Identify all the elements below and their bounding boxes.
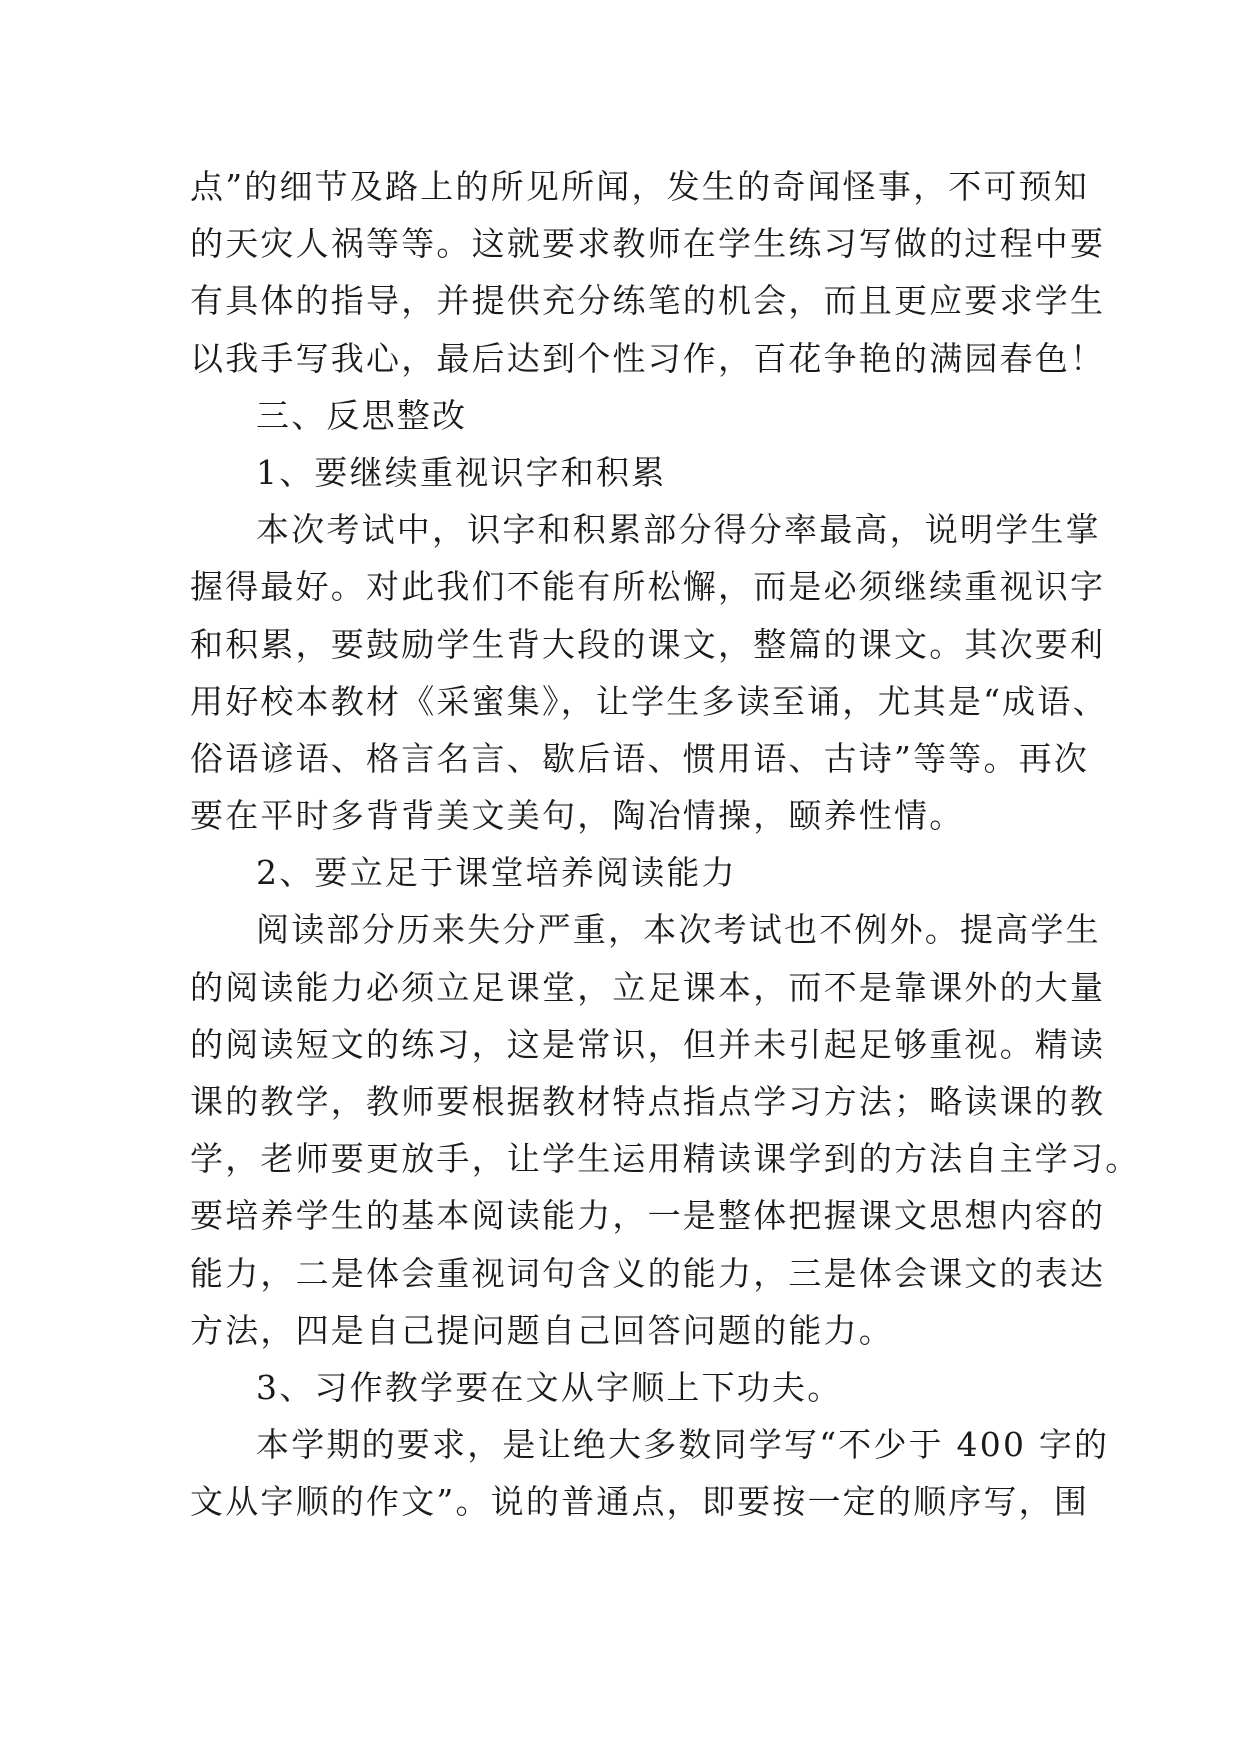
text-line: 本学期的要求，是让绝大多数同学写“不少于 400 字的 bbox=[256, 1425, 1110, 1465]
text-line: 的阅读短文的练习，这是常识，但并未引起足够重视。精读 bbox=[190, 1024, 1106, 1064]
text-line: 的阅读能力必须立足课堂，立足课本，而不是靠课外的大量 bbox=[190, 967, 1106, 1007]
subsection-heading: 2、要立足于课堂培养阅读能力 bbox=[256, 853, 737, 893]
text-line: 文从字顺的作文”。说的普通点，即要按一定的顺序写，围 bbox=[190, 1482, 1090, 1522]
text-line: 俗语谚语、格言名言、歇后语、惯用语、古诗”等等。再次 bbox=[190, 738, 1090, 778]
text-line: 要在平时多背背美文美句，陶冶情操，颐养性情。 bbox=[190, 796, 965, 836]
section-heading: 三、反思整改 bbox=[256, 395, 468, 435]
text-line: 和积累，要鼓励学生背大段的课文，整篇的课文。其次要利 bbox=[190, 624, 1106, 664]
text-line: 握得最好。对此我们不能有所松懈，而是必须继续重视识字 bbox=[190, 567, 1106, 607]
text-line: 本次考试中，识字和积累部分得分率最高，说明学生掌 bbox=[256, 510, 1101, 550]
text-line: 有具体的指导，并提供充分练笔的机会，而且更应要求学生 bbox=[190, 281, 1106, 321]
text-line: 阅读部分历来失分严重，本次考试也不例外。提高学生 bbox=[256, 910, 1101, 950]
text-line: 要培养学生的基本阅读能力，一是整体把握课文思想内容的 bbox=[190, 1196, 1106, 1236]
text-line: 点”的细节及路上的所见所闻，发生的奇闻怪事，不可预知 bbox=[190, 167, 1090, 206]
subsection-heading: 3、习作教学要在文从字顺上下功夫。 bbox=[256, 1367, 843, 1407]
text-line: 方法，四是自己提问题自己回答问题的能力。 bbox=[190, 1310, 894, 1350]
text-line: 课的教学，教师要根据教材特点指点学习方法；略读课的教 bbox=[190, 1082, 1106, 1121]
text-line: 学，老师要更放手，让学生运用精读课学到的方法自主学习。 bbox=[190, 1139, 1141, 1179]
text-line: 以我手写我心，最后达到个性习作，百花争艳的满园春色！ bbox=[190, 338, 1106, 378]
text-line: 的天灾人祸等等。这就要求教师在学生练习写做的过程中要 bbox=[190, 224, 1106, 264]
text-line: 能力，二是体会重视词句含义的能力，三是体会课文的表达 bbox=[190, 1253, 1106, 1293]
subsection-heading: 1、要继续重视识字和积累 bbox=[256, 452, 667, 492]
body-text bbox=[190, 158, 1141, 1531]
text-line: 用好校本教材《采蜜集》，让学生多读至诵，尤其是“成语、 bbox=[190, 681, 1108, 721]
